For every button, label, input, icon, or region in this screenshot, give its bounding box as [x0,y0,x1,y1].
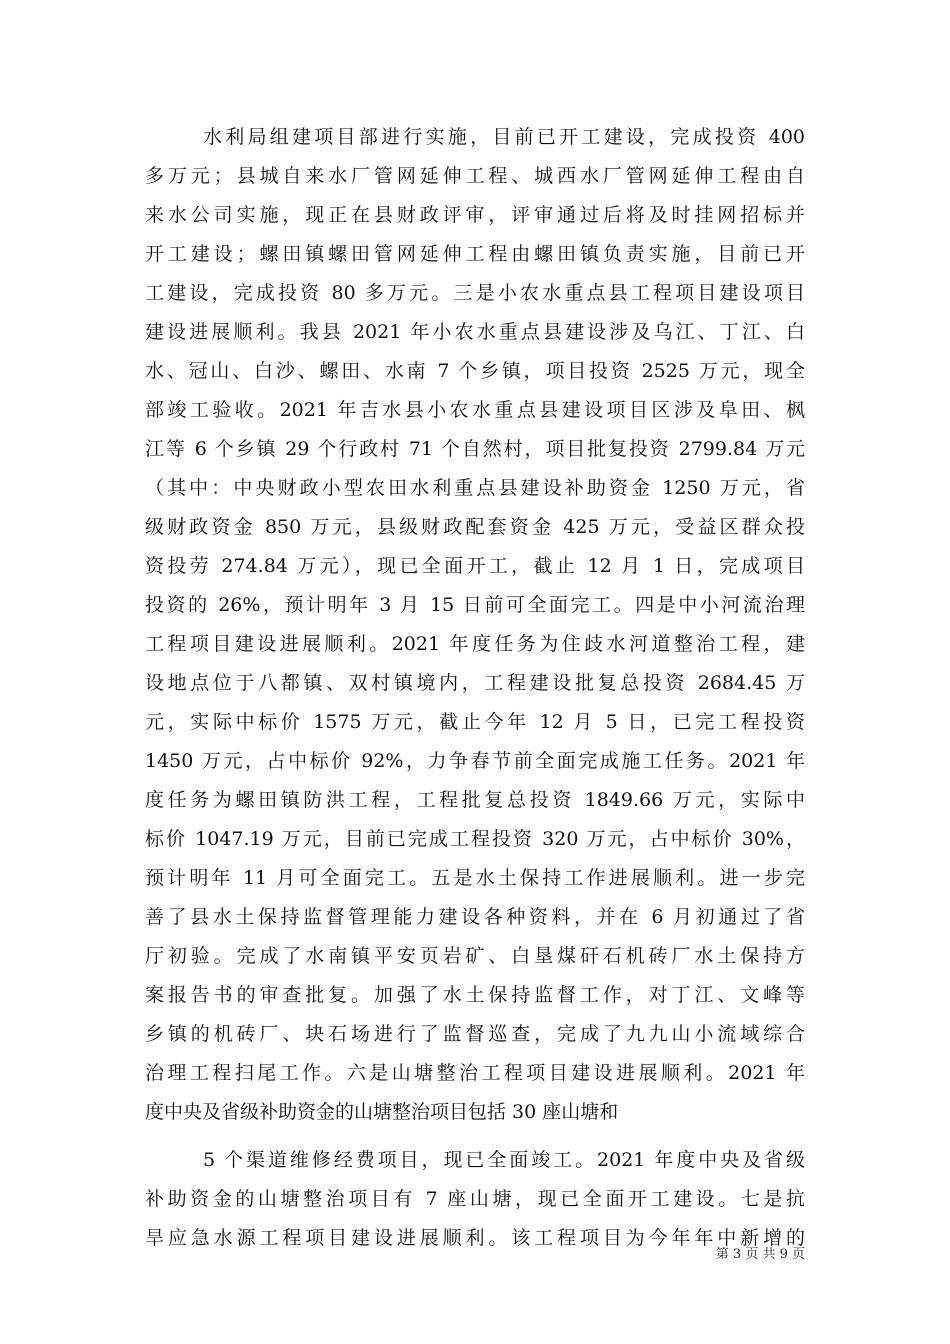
body-text-line: 工程项目建设进展顺利。2021 年度任务为住歧水河道整治工程，建 [145,633,805,655]
body-text-line: 旱应急水源工程项目建设进展顺利。该工程项目为今年年中新增的 [145,1227,805,1249]
body-text-line: 工建设，完成投资 80 多万元。三是小农水重点县工程项目建设项目 [145,282,805,304]
body-text-line: 级财政资金 850 万元，县级财政配套资金 425 万元，受益区群众投 [145,516,805,538]
body-text-line: 多万元；县城自来水厂管网延伸工程、城西水厂管网延伸工程由自 [145,165,805,187]
body-text-line: 1450 万元，占中标价 92%，力争春节前全面完成施工任务。2021 年 [145,750,805,772]
body-text-line: 建设进展顺利。我县 2021 年小农水重点县建设涉及乌江、丁江、白 [145,321,805,343]
body-text-line: 度任务为螺田镇防洪工程，工程批复总投资 1849.66 万元，实际中 [145,789,805,811]
body-text-line: 江等 6 个乡镇 29 个行政村 71 个自然村，项目批复投资 2799.84 万元 [145,438,805,460]
body-text-line: 度中央及省级补助资金的山塘整治项目包括 30 座山塘和 [145,1101,619,1123]
body-text-line: 水、冠山、白沙、螺田、水南 7 个乡镇，项目投资 2525 万元，现全 [145,360,805,382]
body-text-line: 资投劳 274.84 万元），现已全面开工，截止 12 月 1 日，完成项目 [145,555,805,577]
body-text-line: （其中：中央财政小型农田水利重点县建设补助资金 1250 万元，省 [145,477,805,499]
body-text-line: 案报告书的审查批复。加强了水土保持监督工作，对丁江、文峰等 [145,984,805,1006]
body-text-line: 水利局组建项目部进行实施，目前已开工建设，完成投资 400 [203,126,805,148]
body-text-line: 5 个渠道维修经费项目，现已全面竣工。2021 年度中央及省级 [203,1149,805,1171]
body-text-line: 投资的 26%，预计明年 3 月 15 日前可全面完工。四是中小河流治理 [145,594,805,616]
body-text-line: 部竣工验收。2021 年吉水县小农水重点县建设项目区涉及阜田、枫 [145,399,805,421]
body-text-line: 补助资金的山塘整治项目有 7 座山塘，现已全面开工建设。七是抗 [145,1188,805,1210]
body-text-line: 元，实际中标价 1575 万元，截止今年 12 月 5 日，已完工程投资 [145,711,805,733]
body-text-line: 标价 1047.19 万元，目前已完成工程投资 320 万元，占中标价 30%， [145,828,805,850]
body-text-line: 乡镇的机砖厂、块石场进行了监督巡查，完成了九九山小流域综合 [145,1023,805,1045]
body-text-line: 设地点位于八都镇、双村镇境内，工程建设批复总投资 2684.45 万 [145,672,805,694]
page-number: 第 3 页 共 9 页 [715,1247,805,1262]
body-text-line: 治理工程扫尾工作。六是山塘整治工程项目建设进展顺利。2021 年 [145,1062,805,1084]
body-text-line: 开工建设；螺田镇螺田管网延伸工程由螺田镇负责实施，目前已开 [145,243,805,265]
body-text-line: 厅初验。完成了水南镇平安页岩矿、白垦煤矸石机砖厂水土保持方 [145,945,805,967]
body-text-line: 善了县水土保持监督管理能力建设各种资料，并在 6 月初通过了省 [145,906,805,928]
body-text-line: 预计明年 11 月可全面完工。五是水土保持工作进展顺利。进一步完 [145,867,805,889]
body-text-line: 来水公司实施，现正在县财政评审，评审通过后将及时挂网招标并 [145,204,805,226]
